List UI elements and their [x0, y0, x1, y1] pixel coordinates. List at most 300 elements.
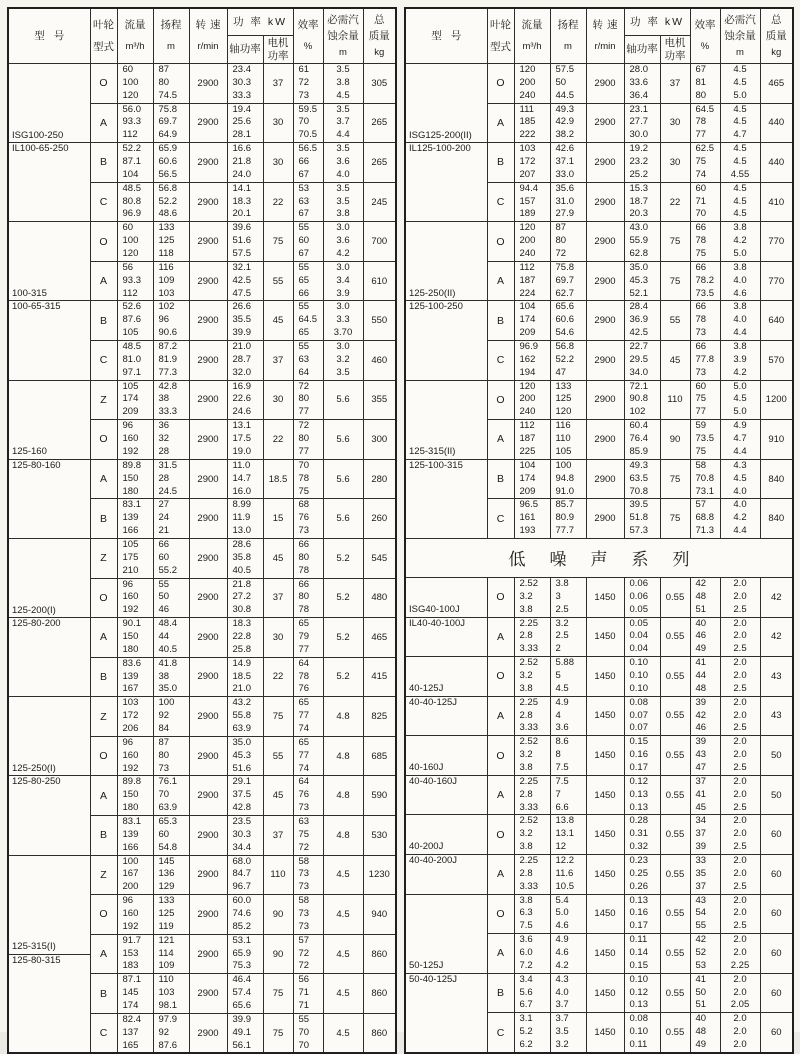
npsh-value: 2.0 — [733, 590, 747, 602]
efficiency-value: 44 — [695, 669, 707, 681]
head-value: 80.9 — [555, 512, 574, 524]
model-name-secondary: 125-80-200 — [12, 618, 61, 630]
head-value: 63.9 — [158, 802, 177, 814]
efficiency-value: 72 — [298, 76, 310, 88]
efficiency-value: 66 — [298, 156, 310, 168]
npsh-value: 5.0 — [733, 89, 747, 101]
npsh-value: 3.3 — [336, 314, 350, 326]
npsh-value: 2.0 — [733, 749, 747, 761]
header-head — [550, 8, 586, 64]
shaft-power-value: 0.05 — [629, 617, 648, 629]
head-value: 5.88 — [555, 657, 574, 669]
header-speed — [586, 8, 624, 64]
flow-value: 174 — [519, 314, 536, 326]
flow-value: 120 — [519, 64, 536, 75]
speed-cell: 2900 — [189, 341, 227, 381]
model-name-primary: 125-250(I) — [9, 763, 90, 777]
model-name-secondary: IL125-100-200 — [409, 143, 471, 155]
impeller-type-cell: C — [90, 1013, 117, 1053]
npsh-value: 3.0 — [336, 222, 350, 234]
shaft-power-value: 35.8 — [232, 551, 251, 563]
model-cell — [8, 64, 90, 222]
efficiency-value: 78 — [298, 670, 310, 682]
shaft-power-value: 0.07 — [629, 709, 648, 721]
low-noise-series-row — [405, 538, 793, 577]
head-value: 84 — [158, 722, 170, 734]
speed-cell: 2900 — [189, 459, 227, 499]
mass-cell: 440 — [760, 103, 793, 143]
shaft-power-value: 21.8 — [232, 156, 251, 168]
head-value: 13.8 — [555, 815, 574, 827]
efficiency-value: 60 — [695, 380, 707, 392]
shaft-power-value: 0.28 — [629, 815, 648, 827]
efficiency-value: 78 — [298, 564, 310, 576]
npsh-value: 4.5 — [733, 103, 747, 115]
efficiency-value: 57 — [695, 499, 707, 511]
head-cell — [550, 657, 586, 697]
flow-value: 200 — [519, 235, 536, 247]
npsh-value: 2.5 — [733, 880, 747, 892]
motor-power-cell: 55 — [660, 301, 690, 341]
efficiency-value: 70.8 — [695, 472, 714, 484]
npsh-value: 4.0 — [336, 168, 350, 180]
npsh-value: 2.0 — [733, 828, 747, 840]
flow-cell — [514, 301, 550, 341]
shaft-power-value: 0.12 — [629, 986, 648, 998]
motor-power-cell: 75 — [660, 459, 690, 499]
head-cell — [550, 499, 586, 539]
motor-power-cell: 0.55 — [660, 657, 690, 697]
shaft-power-value: 21.8 — [232, 578, 251, 590]
efficiency-value: 73 — [298, 525, 310, 537]
efficiency-value: 37 — [695, 828, 707, 840]
mass-cell: 460 — [363, 341, 396, 381]
head-value: 7.5 — [555, 775, 569, 787]
head-cell — [153, 618, 189, 658]
model-cell — [405, 894, 487, 1053]
flow-cell — [117, 499, 153, 539]
head-value: 65.6 — [555, 301, 574, 313]
speed-cell: 2900 — [586, 261, 624, 301]
npsh-value: 2.5 — [733, 603, 747, 615]
efficiency-value: 80 — [695, 89, 707, 101]
efficiency-value: 70.5 — [298, 129, 317, 141]
flow-value: 90.1 — [122, 618, 141, 630]
head-value: 3.2 — [555, 617, 569, 629]
head-value: 133 — [555, 380, 572, 392]
npsh-cell — [323, 64, 363, 104]
shaft-power-value: 11.9 — [232, 512, 251, 524]
efficiency-value: 53 — [695, 959, 707, 971]
head-value: 44.5 — [555, 89, 574, 101]
efficiency-value: 67 — [298, 248, 310, 260]
table-row — [405, 577, 793, 617]
flow-value: 60 — [122, 222, 134, 234]
head-cell — [153, 420, 189, 460]
shaft-power-value: 24.0 — [232, 168, 251, 180]
header-motor-power-label: 电机 — [267, 37, 289, 49]
speed-cell: 2900 — [586, 380, 624, 420]
flow-value: 150 — [122, 789, 139, 801]
efficiency-cell — [293, 974, 323, 1014]
flow-value: 48.5 — [122, 182, 141, 194]
shaft-power-value: 15.3 — [629, 182, 648, 194]
flow-value: 105 — [122, 327, 139, 339]
flow-value: 174 — [122, 393, 139, 405]
npsh-value: 3.5 — [336, 195, 350, 207]
npsh-value: 2.0 — [733, 630, 747, 642]
efficiency-cell — [293, 222, 323, 262]
shaft-power-value: 0.23 — [629, 854, 648, 866]
flow-value: 56 — [122, 261, 134, 273]
table-row — [405, 64, 793, 104]
head-value: 2.5 — [555, 630, 569, 642]
efficiency-value: 75 — [695, 445, 707, 457]
motor-power-cell: 0.55 — [660, 815, 690, 855]
header-impeller — [90, 8, 117, 64]
efficiency-value: 80 — [298, 433, 310, 445]
motor-power-cell: 22 — [263, 420, 293, 460]
table-header — [405, 8, 793, 64]
flow-value: 183 — [122, 960, 139, 972]
npsh-value: 2.0 — [733, 894, 747, 906]
shaft-power-value: 27.2 — [232, 591, 251, 603]
npsh-value: 2.0 — [733, 907, 747, 919]
head-value: 32 — [158, 433, 170, 445]
header-mass-label: 总 — [374, 13, 385, 26]
motor-power-cell: 75 — [660, 261, 690, 301]
motor-power-cell: 45 — [660, 341, 690, 381]
efficiency-value: 42 — [695, 934, 707, 946]
shaft-power-value: 34.4 — [232, 841, 251, 853]
head-value: 46 — [158, 604, 170, 616]
shaft-power-value: 35.0 — [232, 736, 251, 748]
table-row — [405, 736, 793, 776]
head-value: 31.5 — [158, 459, 177, 471]
efficiency-cell — [690, 696, 720, 736]
head-value: 87.2 — [158, 341, 177, 353]
shaft-power-cell — [624, 657, 660, 697]
head-cell — [550, 577, 586, 617]
efficiency-value: 35 — [695, 867, 707, 879]
header-speed-label: r/min — [197, 41, 219, 53]
npsh-value: 2.5 — [733, 682, 747, 694]
mass-cell: 545 — [363, 538, 396, 578]
flow-cell — [117, 697, 153, 737]
header-power-label: 功 率 kW — [233, 15, 287, 28]
impeller-type-cell: C — [487, 1013, 514, 1053]
shaft-power-cell — [227, 657, 263, 697]
impeller-type-cell: O — [487, 815, 514, 855]
impeller-type-cell: O — [90, 578, 117, 618]
shaft-power-value: 39.9 — [232, 1013, 251, 1025]
header-mass-label: 质量 — [368, 30, 390, 43]
impeller-type-cell: B — [90, 657, 117, 697]
flow-value: 209 — [122, 406, 139, 418]
efficiency-value: 71 — [298, 987, 310, 999]
header-power-label: 功 率 kW — [630, 15, 684, 28]
header-head-label: 扬程 — [160, 19, 182, 32]
shaft-power-cell — [624, 182, 660, 222]
model-cell — [405, 380, 487, 538]
flow-value: 160 — [122, 749, 139, 761]
mass-cell: 43 — [760, 696, 793, 736]
flow-cell — [514, 499, 550, 539]
flow-value: 174 — [122, 1000, 139, 1012]
header-impeller-label: 叶轮 — [490, 19, 511, 31]
header-motor-power — [263, 36, 293, 64]
speed-cell: 2900 — [189, 182, 227, 222]
flow-value: 100 — [122, 855, 139, 867]
head-value: 4 — [555, 709, 561, 721]
impeller-type-cell: C — [90, 341, 117, 381]
efficiency-value: 59.5 — [298, 103, 317, 115]
npsh-value: 2.0 — [733, 775, 747, 787]
shaft-power-value: 35.5 — [232, 314, 251, 326]
flow-cell — [514, 380, 550, 420]
efficiency-value: 66 — [695, 261, 707, 273]
speed-cell: 2900 — [189, 64, 227, 104]
impeller-type-cell: A — [90, 776, 117, 816]
shaft-power-value: 23.1 — [629, 103, 648, 115]
efficiency-value: 55 — [298, 222, 310, 234]
mass-cell: 300 — [363, 420, 396, 460]
shaft-power-value: 25.2 — [629, 168, 648, 180]
head-value: 121 — [158, 934, 175, 946]
model-name-secondary: 125-80-315 — [12, 954, 61, 966]
head-value: 2.5 — [555, 603, 569, 615]
impeller-type-cell: O — [90, 420, 117, 460]
flow-value: 192 — [122, 445, 139, 457]
efficiency-value: 73.5 — [695, 433, 714, 445]
model-name-secondary: 40-40-200J — [409, 854, 458, 866]
efficiency-value: 55 — [298, 301, 310, 313]
shaft-power-cell — [624, 103, 660, 143]
npsh-value: 3.2 — [336, 353, 350, 365]
mass-cell: 50 — [760, 736, 793, 776]
shaft-power-cell — [624, 420, 660, 460]
model-name-secondary: 125-80-160 — [12, 459, 61, 471]
efficiency-value: 55 — [695, 920, 707, 932]
flow-value: 161 — [519, 512, 536, 524]
npsh-cell: 5.2 — [323, 657, 363, 697]
head-value: 11.6 — [555, 867, 574, 879]
npsh-value: 4.5 — [733, 182, 747, 194]
efficiency-cell — [293, 578, 323, 618]
flow-value: 3.8 — [519, 682, 533, 694]
head-cell — [153, 64, 189, 104]
motor-power-cell: 110 — [660, 380, 690, 420]
head-value: 100 — [158, 697, 175, 709]
head-cell — [550, 696, 586, 736]
impeller-type-cell: Z — [90, 380, 117, 420]
shaft-power-value: 32.0 — [232, 366, 251, 378]
efficiency-value: 41 — [695, 788, 707, 800]
head-value: 3.7 — [555, 1013, 569, 1025]
efficiency-value: 47 — [695, 761, 707, 773]
shaft-power-value: 30.0 — [629, 129, 648, 141]
flow-cell — [117, 222, 153, 262]
flow-value: 3.33 — [519, 880, 538, 892]
flow-cell — [117, 538, 153, 578]
head-value: 42.8 — [158, 380, 177, 392]
head-value: 64.9 — [158, 129, 177, 141]
npsh-value: 3.8 — [336, 208, 350, 220]
flow-cell — [514, 222, 550, 262]
npsh-cell — [720, 657, 760, 697]
shaft-power-value: 63.5 — [629, 472, 648, 484]
npsh-value: 3.6 — [336, 235, 350, 247]
motor-power-cell: 90 — [263, 895, 293, 935]
npsh-value: 2.0 — [733, 1039, 747, 1051]
shaft-power-cell — [624, 222, 660, 262]
shaft-power-cell — [227, 855, 263, 895]
header-efficiency-label: 效率 — [694, 19, 716, 32]
efficiency-value: 67 — [695, 64, 707, 75]
npsh-cell — [720, 934, 760, 974]
npsh-value: 4.2 — [733, 366, 747, 378]
flow-value: 200 — [122, 881, 139, 893]
npsh-cell — [720, 459, 760, 499]
mass-cell: 43 — [760, 657, 793, 697]
flow-value: 5.2 — [519, 1026, 533, 1038]
efficiency-value: 78 — [695, 116, 707, 128]
mass-cell: 50 — [760, 775, 793, 815]
head-cell — [550, 143, 586, 183]
model-name-primary: 40-125J — [406, 683, 487, 697]
flow-value: 2.52 — [519, 657, 538, 669]
head-value: 60 — [158, 551, 170, 563]
flow-value: 2.52 — [519, 815, 538, 827]
shaft-power-value: 0.10 — [629, 669, 648, 681]
head-cell — [153, 538, 189, 578]
motor-power-cell: 0.55 — [660, 854, 690, 894]
npsh-value: 4.6 — [733, 287, 747, 299]
npsh-cell — [323, 182, 363, 222]
speed-cell: 1450 — [586, 815, 624, 855]
impeller-type-cell: A — [90, 459, 117, 499]
efficiency-value: 37 — [695, 775, 707, 787]
header-flow-label: m³/h — [125, 41, 145, 53]
head-value: 103 — [158, 987, 175, 999]
head-cell — [153, 855, 189, 895]
efficiency-value: 68.8 — [695, 512, 714, 524]
npsh-value: 2.0 — [733, 577, 747, 589]
table-row — [405, 222, 793, 262]
flow-value: 172 — [122, 710, 139, 722]
model-cell — [405, 64, 487, 222]
efficiency-value: 73.5 — [695, 287, 714, 299]
head-value: 7.5 — [555, 761, 569, 773]
mass-cell: 1200 — [760, 380, 793, 420]
mass-cell: 685 — [363, 736, 396, 776]
head-value: 3.2 — [555, 1039, 569, 1051]
head-value: 36 — [158, 420, 170, 432]
impeller-type-cell: O — [90, 895, 117, 935]
shaft-power-value: 36.9 — [629, 314, 648, 326]
head-value: 92 — [158, 710, 170, 722]
npsh-value: 3.5 — [336, 103, 350, 115]
mass-cell: 480 — [363, 578, 396, 618]
head-value: 4.2 — [555, 959, 569, 971]
efficiency-cell — [293, 657, 323, 697]
speed-cell: 1450 — [586, 854, 624, 894]
efficiency-value: 78 — [298, 472, 310, 484]
efficiency-cell — [690, 499, 720, 539]
head-value: 3.6 — [555, 722, 569, 734]
flow-value: 112 — [519, 261, 535, 273]
table-row — [405, 657, 793, 697]
flow-value: 83.1 — [122, 815, 141, 827]
impeller-type-cell: O — [487, 657, 514, 697]
efficiency-value: 63 — [298, 815, 310, 827]
head-value: 92 — [158, 1026, 170, 1038]
flow-value: 52.2 — [122, 143, 141, 155]
efficiency-value: 58 — [298, 855, 310, 867]
flow-value: 187 — [519, 433, 536, 445]
npsh-cell — [720, 341, 760, 381]
header-impeller-label: 型式 — [490, 40, 511, 53]
flow-value: 206 — [122, 722, 139, 734]
flow-value: 96.9 — [122, 208, 141, 220]
npsh-cell — [720, 815, 760, 855]
efficiency-value: 78 — [695, 314, 707, 326]
flow-value: 120 — [519, 222, 536, 234]
impeller-type-cell: A — [90, 618, 117, 658]
shaft-power-value: 0.17 — [629, 920, 648, 932]
motor-power-cell: 0.55 — [660, 894, 690, 934]
shaft-power-value: 0.04 — [629, 643, 648, 655]
npsh-cell: 5.6 — [323, 459, 363, 499]
header-head — [153, 8, 189, 64]
shaft-power-value: 70.8 — [629, 485, 648, 497]
flow-cell — [514, 815, 550, 855]
head-value: 24.5 — [158, 485, 177, 497]
flow-cell — [514, 934, 550, 974]
shaft-power-value: 43.0 — [629, 222, 648, 234]
flow-value: 240 — [519, 406, 536, 418]
efficiency-value: 77 — [298, 445, 310, 457]
efficiency-value: 39 — [695, 736, 707, 748]
shaft-power-value: 21.0 — [232, 683, 251, 695]
header-motor-power-label: 电机 — [664, 37, 686, 49]
head-cell — [550, 182, 586, 222]
efficiency-value: 49 — [695, 643, 707, 655]
npsh-value: 2.25 — [730, 959, 750, 971]
head-value: 119 — [158, 920, 174, 932]
npsh-value: 4.2 — [733, 235, 747, 247]
flow-value: 96.5 — [519, 499, 538, 511]
header-mass — [363, 8, 396, 64]
npsh-cell: 5.2 — [323, 538, 363, 578]
npsh-value: 2.0 — [733, 854, 747, 866]
shaft-power-value: 29.5 — [629, 353, 648, 365]
npsh-value: 3.5 — [336, 143, 350, 155]
efficiency-value: 64 — [298, 776, 310, 788]
efficiency-value: 53 — [298, 182, 310, 194]
impeller-type-cell: Z — [90, 855, 117, 895]
model-name-secondary: 125-100-250 — [409, 301, 463, 313]
header-npsh — [323, 8, 363, 64]
model-name-secondary: 40-40-125J — [409, 696, 458, 708]
mass-cell: 840 — [760, 499, 793, 539]
shaft-power-cell — [227, 538, 263, 578]
head-value: 24 — [158, 512, 170, 524]
header-flow-label: m³/h — [522, 41, 542, 53]
efficiency-cell — [293, 143, 323, 183]
speed-cell: 2900 — [586, 182, 624, 222]
efficiency-value: 40 — [695, 617, 707, 629]
